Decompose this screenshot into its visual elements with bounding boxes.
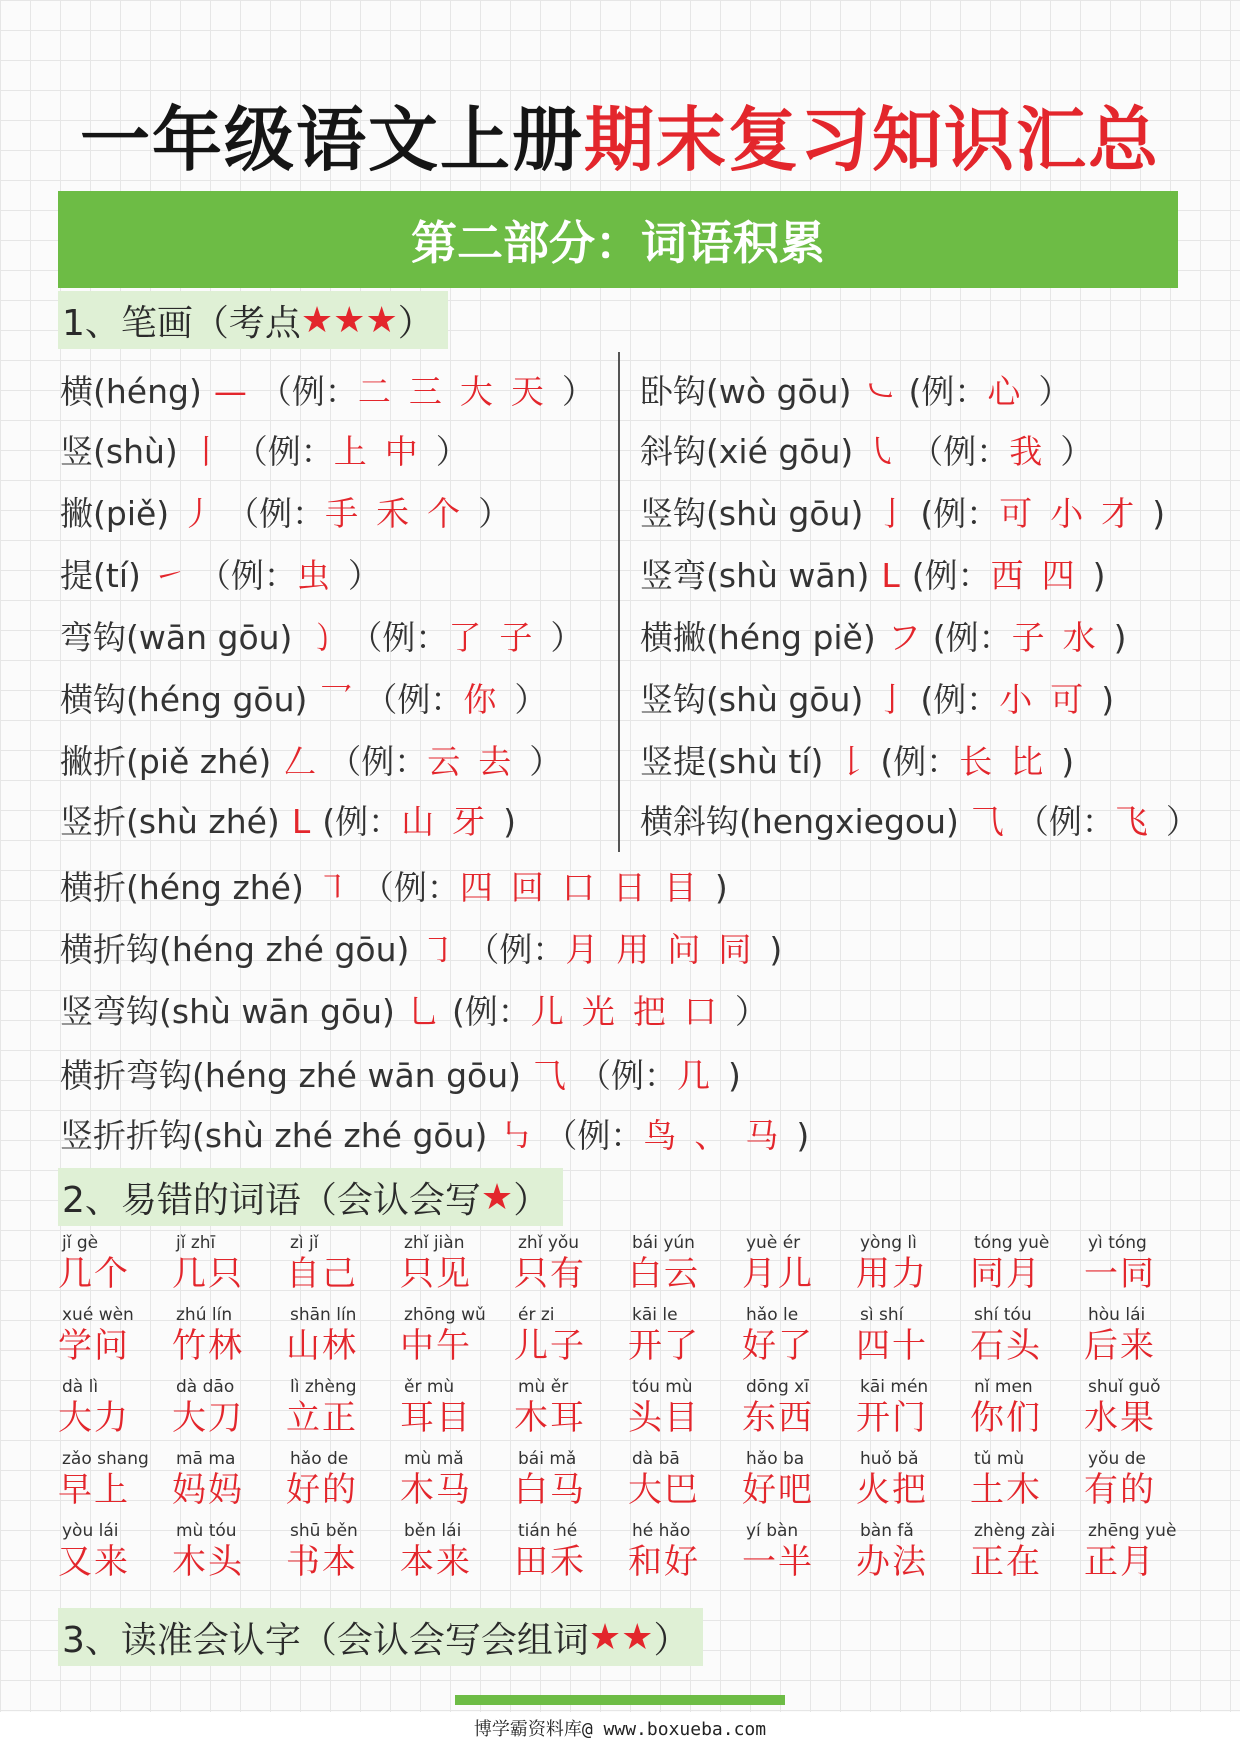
word-item [514,1232,624,1294]
stroke-examples: 手禾个 [325,494,479,533]
word-hanzi: 木头 [172,1542,244,1582]
example-close: ) [1152,494,1166,533]
word-pinyin: dà dāo [176,1377,235,1397]
stroke-item [640,550,1106,597]
example-open: (例： [911,556,991,595]
word-hanzi: 办法 [856,1542,928,1582]
example-close: ） [734,992,768,1031]
word-item [58,1304,168,1366]
example-open: （例： [349,618,449,657]
stroke-name: 竖钩(shù gōu) [640,680,864,719]
star-rating: ★★ [588,1616,654,1658]
word-hanzi: 妈妈 [172,1470,244,1510]
word-hanzi: 耳目 [400,1398,472,1438]
example-close: ） [529,742,563,781]
word-pinyin: bái mǎ [518,1449,577,1469]
word-hanzi: 大巴 [628,1470,700,1510]
example-open: （例： [226,494,326,533]
stroke-examples: 飞 [1114,802,1166,841]
word-item [1084,1448,1194,1510]
stroke-glyph: — [213,372,247,411]
example-close: ) [503,802,516,841]
stroke-examples: 我 [1009,432,1061,471]
stroke-examples: 你 [463,680,515,719]
stroke-item [640,674,1114,721]
stroke-glyph: 乛 [319,680,353,719]
word-hanzi: 好了 [742,1326,814,1366]
word-pinyin: zhú lín [176,1305,233,1325]
stroke-item [60,488,511,535]
word-item [628,1520,738,1582]
word-pinyin: lì zhèng [290,1377,357,1397]
stroke-item [640,488,1165,535]
word-hanzi: 开了 [628,1326,700,1366]
word-item [628,1304,738,1366]
stroke-name: 横折(héng zhé) [60,868,304,907]
word-hanzi: 山林 [286,1326,358,1366]
example-open: （例： [258,372,358,411]
example-open: (例： [451,992,531,1031]
stroke-examples: 几 [677,1056,729,1095]
word-item [400,1376,510,1438]
word-pinyin: yuè ér [746,1233,801,1253]
example-close: ） [1060,432,1094,471]
stroke-name: 竖提(shù tí) [640,742,824,781]
stroke-glyph: 𠄌 [835,742,869,781]
word-item [628,1232,738,1294]
example-close: ) [714,868,728,907]
example-close: ） [561,372,595,411]
word-pinyin: bàn fǎ [860,1521,914,1541]
example-open: （例： [364,680,464,719]
example-open: （例： [466,930,566,969]
stroke-item [60,924,782,971]
stroke-item [60,426,469,473]
word-pinyin: hé hǎo [632,1521,691,1541]
stroke-name: 横折弯钩(héng zhé wān gōu) [60,1056,522,1095]
word-item [172,1376,282,1438]
word-item [514,1304,624,1366]
word-hanzi: 竹林 [172,1326,244,1366]
word-pinyin: zhèng zài [974,1521,1056,1541]
word-item [970,1520,1080,1582]
word-hanzi: 本来 [400,1542,472,1582]
word-pinyin: dà bā [632,1449,680,1469]
word-pinyin: yì tóng [1088,1233,1147,1253]
word-pinyin: zǎo shang [62,1449,149,1469]
word-hanzi: 四十 [856,1326,928,1366]
example-close: ） [1038,372,1072,411]
word-pinyin: zhōng wǔ [404,1305,486,1325]
word-pinyin: shí tóu [974,1305,1032,1325]
example-close: ) [1061,742,1075,781]
stroke-item [640,796,1199,843]
word-hanzi: 你们 [970,1398,1042,1438]
star-rating: ★ [480,1176,514,1218]
word-pinyin: kāi le [632,1305,678,1325]
example-close: ) [1113,618,1127,657]
word-item [1084,1304,1194,1366]
stroke-examples: 小可 [999,680,1102,719]
section-close: ） [397,302,434,344]
stroke-examples: 可小才 [999,494,1153,533]
word-pinyin: yǒu de [1088,1449,1146,1469]
word-pinyin: tóng yuè [974,1233,1050,1253]
word-item [286,1520,396,1582]
word-item [970,1304,1080,1366]
word-pinyin: shān lín [290,1305,357,1325]
word-item [58,1448,168,1510]
stroke-name: 竖折(shù zhé) [60,802,280,841]
word-item [742,1376,852,1438]
word-pinyin: hǎo de [290,1449,349,1469]
word-hanzi: 一半 [742,1542,814,1582]
word-hanzi: 又来 [58,1542,130,1582]
example-close: ) [769,930,783,969]
word-item [970,1376,1080,1438]
stroke-glyph: 亅 [875,680,909,719]
word-item [400,1448,510,1510]
stroke-glyph: L [291,802,311,841]
stroke-item [60,736,562,783]
word-item [742,1520,852,1582]
word-pinyin: mù tóu [176,1521,237,1541]
word-hanzi: 大刀 [172,1398,244,1438]
example-open: (例： [322,802,402,841]
section-label: 2、易错的词语（会认会写 [62,1179,481,1221]
stroke-item [60,862,728,909]
stroke-glyph: 丿 [181,494,215,533]
word-item [286,1232,396,1294]
stroke-name: 撇折(piě zhé) [60,742,272,781]
word-item [628,1376,738,1438]
stroke-item [60,612,583,659]
example-close: ) [1092,556,1106,595]
word-hanzi: 木耳 [514,1398,586,1438]
stroke-glyph: フ [887,618,921,657]
example-close: ) [796,1116,810,1155]
word-item [514,1520,624,1582]
title-red: 期末复习知识汇总 [584,98,1160,181]
word-hanzi: 水果 [1084,1398,1156,1438]
word-hanzi: 大力 [58,1398,130,1438]
word-hanzi: 早上 [58,1470,130,1510]
title-black: 一年级语文上册 [80,98,584,181]
stroke-name: 竖弯钩(shù wān gōu) [60,992,395,1031]
word-pinyin: yòu lái [62,1521,119,1541]
stroke-examples: 了子 [448,618,551,657]
stroke-examples: 虫 [296,556,348,595]
word-pinyin: bái yún [632,1233,695,1253]
section-label: 1、笔画（考点 [62,302,301,344]
word-hanzi: 白云 [628,1254,700,1294]
word-pinyin: mù ěr [518,1377,569,1397]
stroke-item [60,796,516,843]
section-words-header [58,1168,563,1226]
next-banner-partial [455,1695,785,1705]
stroke-examples: 子水 [1011,618,1114,657]
word-item [742,1448,852,1510]
stroke-examples: 云去 [427,742,530,781]
stroke-glyph: 丨 [189,432,223,471]
word-item [172,1232,282,1294]
word-item [742,1304,852,1366]
word-pinyin: dōng xī [746,1377,809,1397]
stroke-item [60,1110,809,1157]
stroke-name: 撇(piě) [60,494,170,533]
word-hanzi: 一同 [1084,1254,1156,1294]
word-item [856,1448,966,1510]
stroke-item [640,612,1127,659]
stroke-glyph: L [881,556,900,595]
word-pinyin: nǐ men [974,1377,1033,1397]
star-rating: ★★★ [300,299,398,341]
stroke-name: 竖(shù) [60,432,178,471]
example-open: （例： [360,868,460,907]
stroke-name: 竖折折钩(shù zhé zhé gōu) [60,1116,488,1155]
example-open: （例： [1015,802,1115,841]
word-pinyin: kāi mén [860,1377,929,1397]
stroke-glyph: 𠃋 [283,742,317,781]
stroke-item [60,986,768,1033]
word-pinyin: xué wèn [62,1305,134,1325]
word-pinyin: hǎo ba [746,1449,805,1469]
word-item [400,1304,510,1366]
stroke-name: 横撇(héng piě) [640,618,876,657]
word-hanzi: 火把 [856,1470,928,1510]
stroke-item [60,550,381,597]
word-hanzi: 土木 [970,1470,1042,1510]
word-item [58,1376,168,1438]
word-item [58,1520,168,1582]
stroke-examples: 月用问同 [565,930,770,969]
stroke-item [60,1050,741,1097]
word-item [1084,1520,1194,1582]
stroke-name: 横折钩(héng zhé gōu) [60,930,410,969]
word-item [172,1304,282,1366]
stroke-glyph: ⺄ [533,1056,567,1095]
word-pinyin: sì shí [860,1305,904,1325]
word-hanzi: 有的 [1084,1470,1156,1510]
word-pinyin: huǒ bǎ [860,1449,919,1469]
word-item [856,1304,966,1366]
stroke-name: 斜钩(xié gōu) [640,432,854,471]
word-item [970,1232,1080,1294]
word-pinyin: shū běn [290,1521,358,1541]
word-hanzi: 田禾 [514,1542,586,1582]
word-hanzi: 和好 [628,1542,700,1582]
example-close: ） [514,680,548,719]
word-item [514,1376,624,1438]
word-pinyin: mù mǎ [404,1449,464,1469]
stroke-examples: 鸟、马 [643,1116,797,1155]
word-hanzi: 几只 [172,1254,244,1294]
example-open: (例： [920,494,1000,533]
word-pinyin: hǎo le [746,1305,799,1325]
word-hanzi: 好的 [286,1470,358,1510]
word-pinyin: dà lì [62,1377,99,1397]
stroke-glyph: 乚 [406,992,440,1031]
stroke-item [640,426,1093,473]
example-open: （例： [578,1056,678,1095]
word-pinyin: zhēng yuè [1088,1521,1177,1541]
word-hanzi: 书本 [286,1542,358,1582]
stroke-glyph: ㇃ [863,372,897,411]
word-hanzi: 白马 [514,1470,586,1510]
example-open: （例： [328,742,428,781]
word-item [856,1376,966,1438]
stroke-glyph: ㇁ [304,618,338,657]
word-item [172,1520,282,1582]
example-close: ） [550,618,584,657]
word-pinyin: běn lái [404,1521,462,1541]
word-item [856,1232,966,1294]
word-pinyin: mā ma [176,1449,236,1469]
word-hanzi: 自己 [286,1254,358,1294]
word-item [58,1232,168,1294]
word-item [628,1448,738,1510]
word-item [286,1304,396,1366]
stroke-name: 横斜钩(hengxiegou) [640,802,959,841]
word-item [514,1448,624,1510]
word-hanzi: 好吧 [742,1470,814,1510]
section-characters-header [58,1608,703,1666]
word-item [400,1232,510,1294]
section-close: ） [513,1179,550,1221]
word-pinyin: zì jǐ [290,1233,319,1253]
word-item [970,1448,1080,1510]
example-open: (例： [908,372,988,411]
stroke-glyph: 亅 [875,494,909,533]
word-hanzi: 用力 [856,1254,928,1294]
stroke-name: 弯钩(wān gōu) [60,618,293,657]
section-strokes-header [58,291,448,349]
word-hanzi: 同月 [970,1254,1042,1294]
stroke-name: 横钩(héng gōu) [60,680,308,719]
word-item [742,1232,852,1294]
word-hanzi: 儿子 [514,1326,586,1366]
stroke-item [60,366,595,413]
word-pinyin: tián hé [518,1521,578,1541]
stroke-item [640,736,1074,783]
word-pinyin: yòng lì [860,1233,917,1253]
stroke-examples: 西四 [990,556,1093,595]
stroke-name: 卧钩(wò gōu) [640,372,852,411]
column-divider [618,352,620,852]
word-item [856,1520,966,1582]
stroke-name: 横(héng) [60,372,202,411]
word-pinyin: ér zi [518,1305,555,1325]
stroke-examples: 四回口日目 [459,868,715,907]
example-close: ） [1165,802,1199,841]
word-hanzi: 后来 [1084,1326,1156,1366]
stroke-glyph: ㇆ [421,930,455,969]
word-pinyin: zhǐ yǒu [518,1233,580,1253]
stroke-glyph: ㇂ [865,432,899,471]
word-hanzi: 正在 [970,1542,1042,1582]
example-open: （例： [544,1116,644,1155]
example-open: （例： [910,432,1010,471]
example-open: (例： [932,618,1012,657]
word-hanzi: 头目 [628,1398,700,1438]
example-close: ） [347,556,381,595]
word-hanzi: 只见 [400,1254,472,1294]
section-label: 3、读准会认字（会认会写会组词 [62,1619,589,1661]
stroke-glyph: ⺄ [970,802,1004,841]
word-item [286,1376,396,1438]
section-close: ） [653,1619,690,1661]
word-hanzi: 开门 [856,1398,928,1438]
word-item [1084,1376,1194,1438]
stroke-examples: 儿光把口 [530,992,735,1031]
example-close: ) [1101,680,1115,719]
stroke-name: 竖钩(shù gōu) [640,494,864,533]
stroke-glyph: ㇀ [152,556,186,595]
example-open: （例： [234,432,334,471]
word-pinyin: zhǐ jiàn [404,1233,465,1253]
example-open: (例： [880,742,960,781]
word-hanzi: 东西 [742,1398,814,1438]
word-item [400,1520,510,1582]
example-open: (例： [920,680,1000,719]
word-pinyin: jǐ gè [62,1233,99,1253]
word-hanzi: 中午 [400,1326,472,1366]
stroke-name: 提(tí) [60,556,141,595]
stroke-item [60,674,547,721]
stroke-examples: 二三大天 [357,372,562,411]
word-pinyin: ěr mù [404,1377,455,1397]
word-pinyin: jǐ zhī [176,1233,216,1253]
example-open: （例： [197,556,297,595]
stroke-name: 竖弯(shù wān) [640,556,870,595]
stroke-examples: 长比 [959,742,1062,781]
page-title [0,84,1240,185]
stroke-item [640,366,1071,413]
example-close: ) [728,1056,741,1095]
word-hanzi: 只有 [514,1254,586,1294]
part-banner: 第二部分：词语积累 [58,191,1178,288]
word-pinyin: tǔ mù [974,1449,1025,1469]
word-item [172,1448,282,1510]
example-close: ） [435,432,469,471]
word-hanzi: 木马 [400,1470,472,1510]
word-hanzi: 学问 [58,1326,130,1366]
word-pinyin: tóu mù [632,1377,693,1397]
stroke-examples: 上中 [333,432,436,471]
footer-watermark: 博学霸资料库@ www.boxueba.com [0,1712,1240,1753]
word-item [286,1448,396,1510]
stroke-examples: 山牙 [401,802,504,841]
word-hanzi: 几个 [58,1254,130,1294]
stroke-examples: 心 [987,372,1039,411]
stroke-glyph: ㇉ [499,1116,533,1155]
word-pinyin: hòu lái [1088,1305,1146,1325]
example-close: ） [478,494,512,533]
word-hanzi: 月儿 [742,1254,814,1294]
stroke-glyph: ㇕ [315,868,349,907]
word-hanzi: 正月 [1084,1542,1156,1582]
word-item [1084,1232,1194,1294]
word-pinyin: shuǐ guǒ [1088,1377,1161,1397]
word-hanzi: 立正 [286,1398,358,1438]
word-hanzi: 石头 [970,1326,1042,1366]
word-pinyin: yí bàn [746,1521,799,1541]
